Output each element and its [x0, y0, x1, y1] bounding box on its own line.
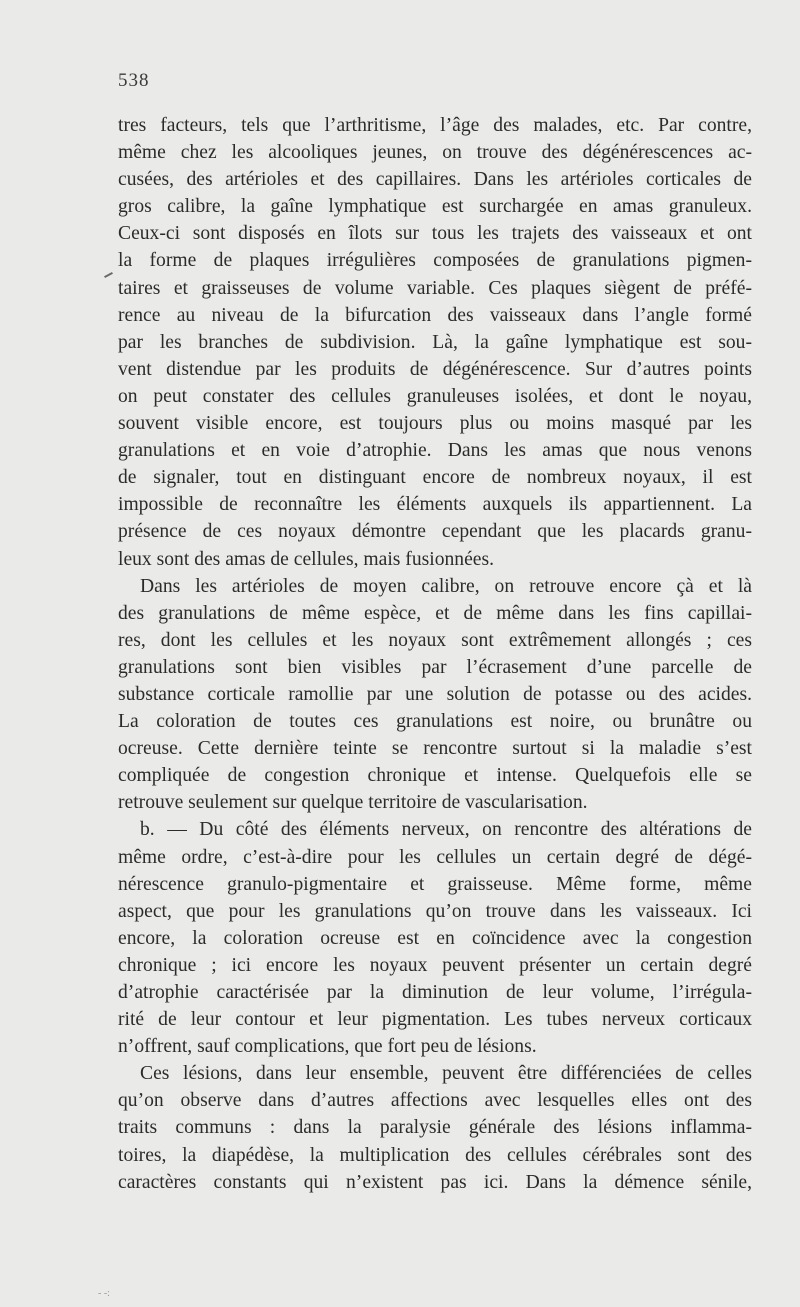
paragraph-3: [118, 816, 752, 1060]
text-line: gros calibre, la gaîne lymphatique est surchargée en amas granuleux.: [118, 196, 752, 218]
body-text: [118, 112, 752, 1196]
page-number: 538: [118, 70, 150, 91]
paragraph-2: [118, 573, 752, 817]
text-line: compliquée de congestion chronique et intense. Quelquefois elle se: [118, 765, 752, 787]
text-line: encore, la coloration ocreuse est en coïncidence avec la congestion: [118, 927, 752, 949]
text-line: même ordre, c’est-à-dire pour les cellules un certain degré de dégé-: [118, 846, 752, 868]
text-line: La coloration de toutes ces granulations est noire, ou brunâtre ou: [118, 711, 752, 733]
text-line: tres facteurs, tels que l’arthritisme, l’âge des malades, etc. Par contre,: [118, 115, 752, 136]
text-line: leux sont des amas de cellules, mais fusionnées.: [118, 548, 495, 570]
margin-pencil-mark: [104, 272, 113, 278]
text-line: la forme de plaques irrégulières composées de granulations pigmen-: [118, 250, 752, 272]
text-line: Dans les artérioles de moyen calibre, on retrouve encore çà et là: [140, 575, 752, 597]
text-line: rité de leur contour et leur pigmentation. Les tubes nerveux corticaux: [118, 1009, 752, 1031]
text-line: même chez les alcooliques jeunes, on trouve des dégénérescences ac-: [118, 142, 752, 164]
text-line: Ceux-ci sont disposés en îlots sur tous les trajets des vaisseaux et ont: [118, 223, 752, 245]
paragraph-4: [118, 1060, 752, 1195]
text-line: impossible de reconnaître les éléments auxquels ils appartiennent. La: [118, 494, 752, 516]
text-line: traits communs : dans la paralysie générale des lésions inflamma-: [118, 1117, 752, 1139]
text-line: souvent visible encore, est toujours plus ou moins masqué par les: [118, 413, 752, 435]
text-line: rence au niveau de la bifurcation des vaisseaux dans l’angle formé: [118, 304, 752, 326]
text-line: par les branches de subdivision. Là, la gaîne lymphatique est sou-: [118, 331, 752, 353]
text-line: Ces lésions, dans leur ensemble, peuvent être différenciées de celles: [140, 1063, 752, 1085]
text-line: nérescence granulo-pigmentaire et graisseuse. Même forme, même: [118, 873, 752, 895]
text-line: caractères constants qui n’existent pas ici. Dans la démence sénile,: [118, 1171, 752, 1193]
paragraph-1: [118, 112, 752, 573]
text-line: vent distendue par les produits de dégénérescence. Sur d’autres points: [118, 358, 752, 380]
text-line: ocreuse. Cette dernière teinte se rencontre surtout si la maladie s’est: [118, 738, 752, 760]
text-line: n’offrent, sauf complications, que fort peu de lésions.: [118, 1036, 537, 1058]
text-line: granulations sont bien visibles par l’écrasement d’une parcelle de: [118, 656, 752, 678]
text-line: d’atrophie caractérisée par la diminution de leur volume, l’irrégula-: [118, 982, 752, 1003]
text-line: granulations et en voie d’atrophie. Dans les amas que nous venons: [118, 440, 752, 462]
text-line: aspect, que pour les granulations qu’on trouve dans les vaisseaux. Ici: [118, 900, 752, 922]
text-line: retrouve seulement sur quelque territoire de vascularisation.: [118, 792, 588, 814]
text-line: de signaler, tout en distinguant encore de nombreux noyaux, il est: [118, 467, 752, 489]
stray-mark: - -:: [98, 1288, 110, 1299]
text-line: res, dont les cellules et les noyaux sont extrêmement allongés ; ces: [118, 629, 752, 651]
text-line: taires et graisseuses de volume variable. Ces plaques siègent de préfé-: [118, 277, 752, 299]
text-line: toires, la diapédèse, la multiplication des cellules cérébrales sont des: [118, 1144, 752, 1166]
text-line: b. — Du côté des éléments nerveux, on rencontre des altérations de: [140, 819, 752, 841]
text-line: qu’on observe dans d’autres affections avec lesquelles elles ont des: [118, 1090, 752, 1112]
text-line: on peut constater des cellules granuleuses isolées, et dont le noyau,: [118, 385, 752, 407]
text-line: substance corticale ramollie par une solution de potasse ou des acides.: [118, 683, 752, 705]
text-line: des granulations de même espèce, et de même dans les fins capillai-: [118, 602, 752, 624]
text-line: chronique ; ici encore les noyaux peuvent présenter un certain degré: [118, 954, 752, 976]
text-line: présence de ces noyaux démontre cependant que les placards granu-: [118, 521, 752, 543]
text-line: cusées, des artérioles et des capillaires. Dans les artérioles corticales de: [118, 169, 752, 191]
